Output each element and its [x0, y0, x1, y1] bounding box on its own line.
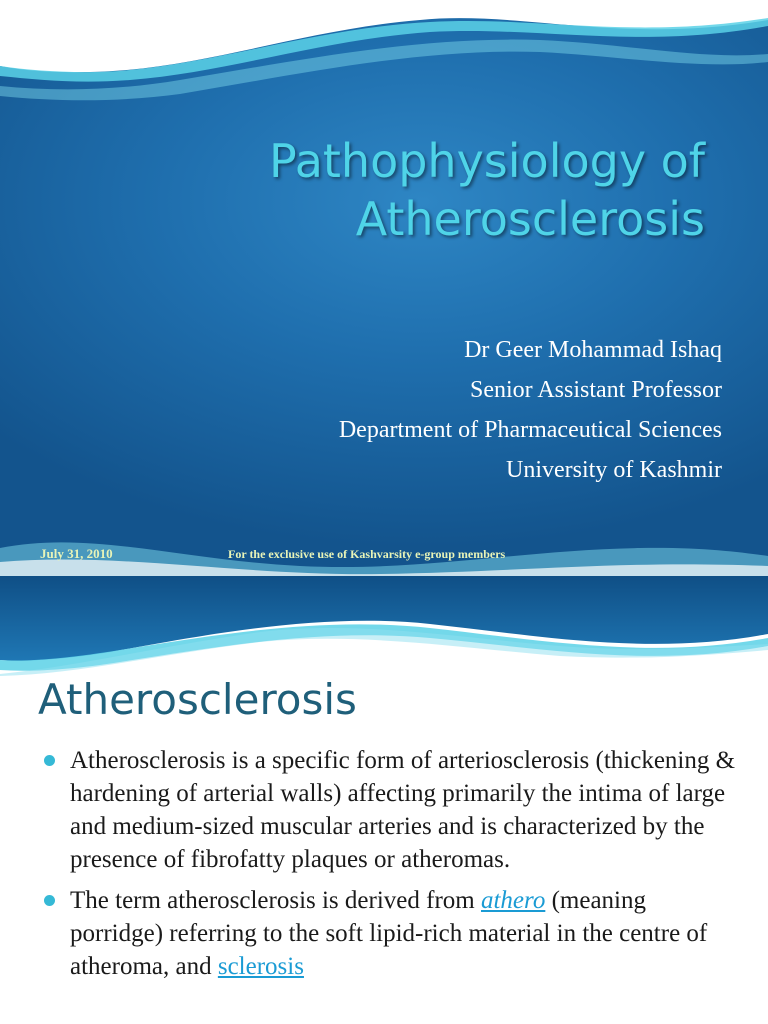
footer-date: July 31, 2010 — [40, 546, 113, 561]
bullet-text: Atherosclerosis is a specific form of arteriosclerosis (thickening & hardening of arterial walls) affecting primarily the intima of large and medium-sized muscular arteries and is characterized by the presence of fibrofatty plaques or atheromas. — [70, 747, 736, 873]
sclerosis-term-link[interactable]: sclerosis — [217, 953, 304, 980]
bullet-item — [44, 884, 744, 983]
author-block — [162, 330, 722, 490]
bullet-text-before: The term atherosclerosis is derived from — [70, 887, 481, 914]
bullet-list — [44, 744, 744, 991]
title-line-1: Pathophysiology of — [269, 134, 705, 188]
bullet-item — [44, 744, 744, 876]
slide-title — [170, 132, 705, 248]
author-university: University of Kashmir — [506, 457, 722, 483]
bullet-dot-icon — [44, 755, 55, 766]
author-department: Department of Pharmaceutical Sciences — [338, 417, 722, 443]
author-position: Senior Assistant Professor — [470, 377, 722, 403]
author-name: Dr Geer Mohammad Ishaq — [464, 337, 722, 363]
athero-term-link[interactable]: athero — [480, 887, 546, 914]
bullet-dot-icon — [44, 895, 55, 906]
wave-header-decoration — [0, 576, 768, 676]
slide-heading: Atherosclerosis — [38, 675, 357, 724]
content-slide — [0, 576, 768, 1024]
title-line-2: Atherosclerosis — [355, 192, 705, 246]
bullet-text-middle: (meaning porridge) referring to the soft lipid-rich material in the centre of atheroma, and — [70, 887, 708, 980]
footer-note: For the exclusive use of Kashvarsity e-group members — [228, 547, 506, 561]
